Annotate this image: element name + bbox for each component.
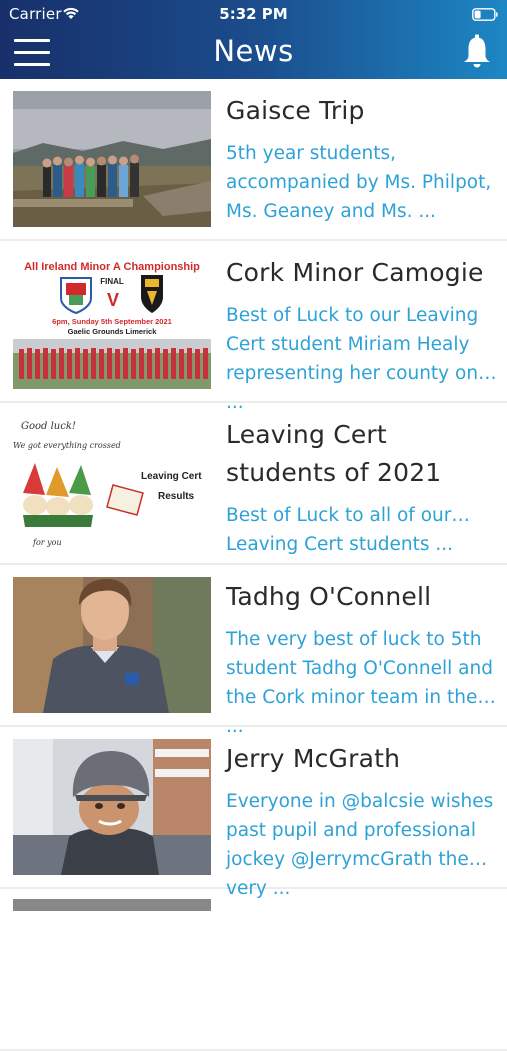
news-summary: Everyone in @balcsie wishes past pupil and professional jockey @JerrymcGrath the very ...: [226, 791, 494, 899]
news-thumbnail: [13, 91, 211, 227]
news-title: Gaisce Trip: [226, 96, 365, 125]
card-for-you: for you: [33, 538, 62, 547]
news-item-partial[interactable]: [0, 889, 507, 1051]
poster-heading: All Ireland Minor A Championship: [24, 261, 200, 273]
status-time: 5:32 PM: [219, 5, 288, 23]
card-good-luck: Good luck!: [21, 421, 76, 432]
news-list: [0, 79, 507, 1051]
app-header: [0, 0, 507, 79]
bell-icon[interactable]: [462, 34, 492, 70]
news-thumbnail: [13, 739, 211, 875]
carrier-label: Carrier: [9, 5, 62, 23]
card-leaving-cert: Leaving Cert: [141, 471, 202, 482]
news-summary: Best of Luck to our Leaving Cert student Miriam Healy representing her county on ...: [226, 305, 479, 413]
news-thumbnail: [13, 253, 211, 389]
poster-versus: V: [106, 290, 120, 310]
card-results: Results: [158, 491, 195, 502]
news-item[interactable]: [0, 565, 507, 737]
nav-bar: [0, 28, 507, 79]
news-title: Jerry McGrath: [226, 744, 401, 773]
news-title: Tadhg O'Connell: [226, 582, 432, 611]
news-thumbnail: [13, 899, 211, 911]
news-item[interactable]: [0, 403, 507, 565]
news-summary: 5th year students, accompanied by Ms. Philpot, Ms. Geaney and Ms. ...: [226, 143, 492, 222]
news-item[interactable]: [0, 241, 507, 413]
news-thumbnail: [13, 415, 211, 551]
poster-date: 6pm, Sunday 5th September 2021: [52, 317, 172, 326]
page-title: News: [213, 34, 294, 68]
news-thumbnail: [13, 577, 211, 713]
news-title: Leaving Cert students of 2021: [226, 420, 442, 487]
cork-crest-icon: [61, 278, 91, 313]
news-summary: The very best of luck to 5th student Tadhg O'Connell and the Cork minor team in the ...: [226, 629, 493, 737]
card-crossed: We got everything crossed: [13, 441, 121, 450]
news-summary: Best of Luck to all of our Leaving Cert students ...: [226, 505, 454, 555]
news-title: Cork Minor Camogie: [226, 258, 484, 287]
status-bar: [0, 0, 507, 28]
news-item[interactable]: [0, 79, 507, 241]
poster-final: FINAL: [100, 277, 124, 286]
poster-venue: Gaelic Grounds Limerick: [67, 327, 157, 336]
battery-icon: [472, 6, 498, 19]
news-item[interactable]: [0, 727, 507, 899]
